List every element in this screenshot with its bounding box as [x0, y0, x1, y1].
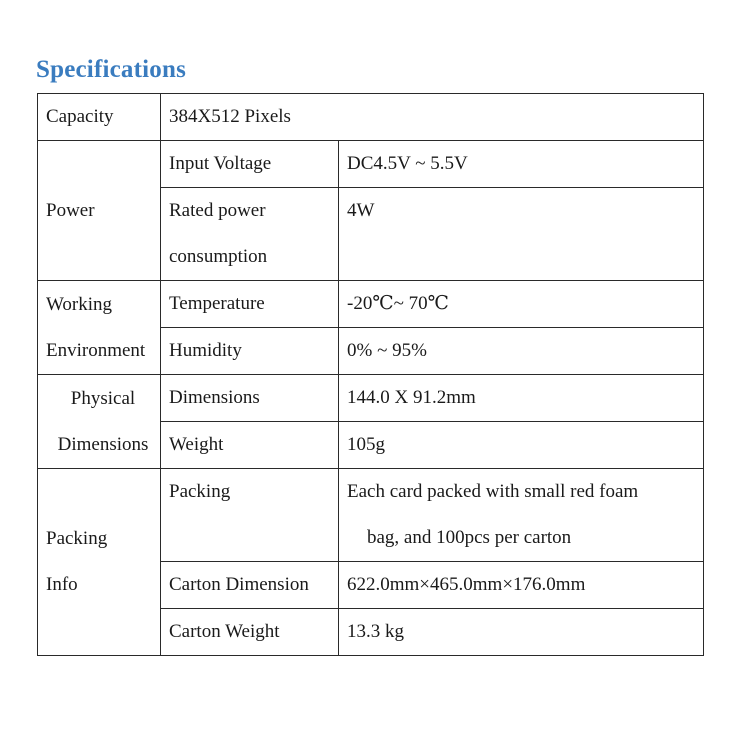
table-row: [38, 94, 704, 141]
physical-dimensions-label-line1: Physical: [70, 387, 136, 409]
temperature-value: -20℃~ 70℃: [339, 281, 704, 328]
rated-power-value: 4W: [339, 188, 704, 281]
table-row: [38, 141, 704, 188]
packing-value-line1: Each card packed with small red foam: [347, 481, 639, 502]
power-label: Power: [38, 141, 161, 281]
specifications-table: [37, 93, 704, 656]
rated-power-label: [161, 188, 339, 281]
packing-info-label-line2: Info: [46, 574, 78, 595]
working-environment-label-line1: Working: [46, 293, 113, 315]
rated-power-label-line2: consumption: [169, 246, 268, 267]
packing-info-label-line1: Packing: [46, 528, 108, 549]
table-row: [38, 375, 704, 422]
physical-dimensions-label-line2: Dimensions: [57, 433, 149, 455]
carton-weight-label: Carton Weight: [161, 609, 339, 656]
capacity-label: Capacity: [38, 94, 161, 141]
table-row: [38, 469, 704, 562]
input-voltage-value: DC4.5V ~ 5.5V: [339, 141, 704, 188]
working-environment-label: [38, 281, 161, 375]
capacity-value: 384X512 Pixels: [161, 94, 704, 141]
packing-info-label: [38, 469, 161, 656]
humidity-label: Humidity: [161, 328, 339, 375]
carton-dimension-value: 622.0mm×465.0mm×176.0mm: [339, 562, 704, 609]
carton-weight-value: 13.3 kg: [339, 609, 704, 656]
weight-value: 105g: [339, 422, 704, 469]
table-row: [38, 281, 704, 328]
rated-power-label-line1: Rated power: [169, 200, 266, 221]
physical-dimensions-label: [38, 375, 161, 469]
input-voltage-label: Input Voltage: [161, 141, 339, 188]
packing-value: [339, 469, 704, 562]
dimensions-label: Dimensions: [161, 375, 339, 422]
carton-dimension-label: Carton Dimension: [161, 562, 339, 609]
humidity-value: 0% ~ 95%: [339, 328, 704, 375]
page-title: Specifications: [36, 56, 187, 83]
working-environment-label-line2: Environment: [46, 339, 146, 361]
weight-label: Weight: [161, 422, 339, 469]
packing-label: Packing: [161, 469, 339, 562]
packing-value-line2: bag, and 100pcs per carton: [367, 527, 572, 548]
dimensions-value: 144.0 X 91.2mm: [339, 375, 704, 422]
temperature-label: Temperature: [161, 281, 339, 328]
